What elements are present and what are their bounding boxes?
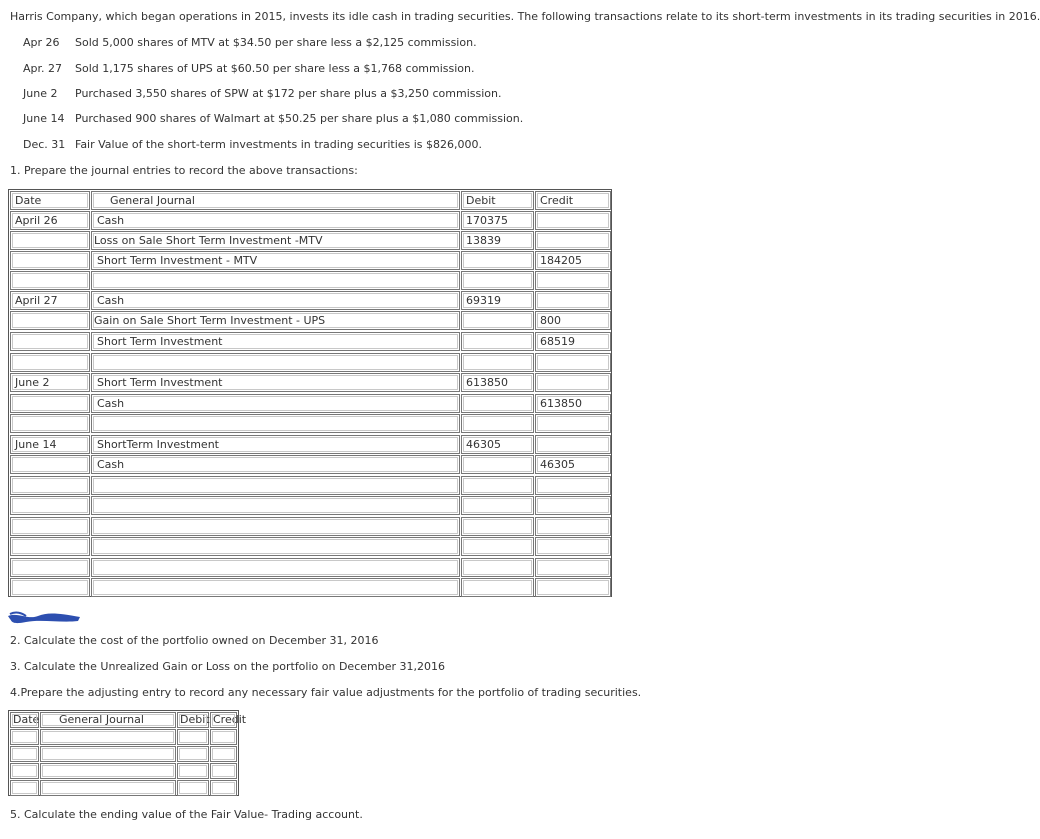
account-cell[interactable]: Cash: [91, 394, 460, 413]
journal-row: [10, 231, 611, 250]
account-cell[interactable]: [91, 496, 460, 515]
debit-cell[interactable]: [461, 517, 534, 536]
journal-row: [10, 332, 611, 351]
account-cell[interactable]: Short Term Investment: [91, 373, 460, 392]
transaction-item: [0, 112, 600, 126]
header-debit: Debit: [177, 712, 209, 728]
date-cell[interactable]: [10, 332, 90, 351]
date-cell[interactable]: [10, 311, 90, 330]
date-cell[interactable]: [10, 558, 90, 577]
account-cell[interactable]: [91, 517, 460, 536]
debit-cell[interactable]: 613850: [461, 373, 534, 392]
credit-cell[interactable]: [535, 271, 611, 290]
account-cell[interactable]: Cash: [91, 211, 460, 230]
transaction-date: Apr 26: [23, 36, 60, 49]
transaction-item: [0, 87, 600, 101]
journal-row: [10, 496, 611, 515]
account-cell[interactable]: Short Term Investment - MTV: [91, 251, 460, 270]
journal-row: [10, 517, 611, 536]
debit-cell[interactable]: 13839: [461, 231, 534, 250]
debit-cell[interactable]: [177, 780, 209, 796]
transaction-item: [0, 138, 600, 152]
debit-cell[interactable]: [461, 353, 534, 372]
date-cell[interactable]: [10, 780, 39, 796]
account-cell[interactable]: [91, 476, 460, 495]
date-cell[interactable]: [10, 231, 90, 250]
date-cell[interactable]: [10, 763, 39, 779]
header-general-journal: General Journal: [40, 712, 176, 728]
credit-cell[interactable]: 184205: [535, 251, 611, 270]
transaction-date: Dec. 31: [23, 138, 66, 151]
header-debit: Debit: [461, 191, 534, 210]
date-cell[interactable]: [10, 271, 90, 290]
date-cell[interactable]: April 27: [10, 291, 90, 310]
debit-cell[interactable]: 46305: [461, 435, 534, 454]
credit-cell[interactable]: 68519: [535, 332, 611, 351]
journal-row: [10, 211, 611, 230]
transaction-date: Apr. 27: [23, 62, 63, 75]
account-cell[interactable]: Loss on Sale Short Term Investment -MTV: [91, 231, 460, 250]
journal-header-row: [10, 191, 611, 210]
date-cell[interactable]: [10, 476, 90, 495]
transaction-date: June 14: [23, 112, 65, 125]
transaction-text: Purchased 3,550 shares of SPW at $172 per share plus a $3,250 commission.: [75, 87, 502, 100]
header-credit: Credit: [535, 191, 611, 210]
adjusting-row: [10, 780, 237, 796]
account-cell[interactable]: [40, 746, 176, 762]
credit-cell[interactable]: [535, 231, 611, 250]
credit-cell[interactable]: 613850: [535, 394, 611, 413]
account-cell[interactable]: Cash: [91, 455, 460, 474]
credit-cell[interactable]: [210, 780, 237, 796]
transaction-text: Sold 5,000 shares of MTV at $34.50 per share less a $2,125 commission.: [75, 36, 477, 49]
credit-cell[interactable]: [535, 476, 611, 495]
account-cell[interactable]: [91, 578, 460, 597]
credit-cell[interactable]: [535, 578, 611, 597]
adjusting-row: [10, 746, 237, 762]
debit-cell[interactable]: [461, 311, 534, 330]
credit-cell[interactable]: 46305: [535, 455, 611, 474]
credit-cell[interactable]: [210, 763, 237, 779]
journal-row: [10, 435, 611, 454]
header-general-journal: General Journal: [91, 191, 460, 210]
account-cell[interactable]: Gain on Sale Short Term Investment - UPS: [91, 311, 460, 330]
debit-cell[interactable]: [177, 763, 209, 779]
adjusting-header-row: [10, 712, 247, 728]
journal-row: [10, 373, 611, 392]
debit-cell[interactable]: [461, 271, 534, 290]
journal-row: [10, 414, 611, 433]
question-1: 1. Prepare the journal entries to record the above transactions:: [10, 164, 358, 177]
transaction-text: Purchased 900 shares of Walmart at $50.25 per share plus a $1,080 commission.: [75, 112, 524, 125]
account-cell[interactable]: [40, 780, 176, 796]
debit-cell[interactable]: 69319: [461, 291, 534, 310]
transaction-text: Fair Value of the short-term investments in trading securities is $826,000.: [75, 138, 483, 151]
date-cell[interactable]: [10, 496, 90, 515]
journal-row: [10, 311, 611, 330]
account-cell[interactable]: [40, 729, 176, 745]
transaction-date: June 2: [23, 87, 58, 100]
journal-row: [10, 578, 611, 597]
credit-cell[interactable]: [210, 746, 237, 762]
credit-cell[interactable]: [535, 558, 611, 577]
account-cell[interactable]: [91, 353, 460, 372]
account-cell[interactable]: ShortTerm Investment: [91, 435, 460, 454]
credit-cell[interactable]: [535, 373, 611, 392]
journal-row: [10, 476, 611, 495]
question-2: 2. Calculate the cost of the portfolio owned on December 31, 2016: [10, 634, 379, 647]
journal-row: [10, 558, 611, 577]
adjusting-row: [10, 729, 237, 745]
date-cell[interactable]: [10, 394, 90, 413]
debit-cell[interactable]: [461, 332, 534, 351]
journal-row: [10, 455, 611, 474]
debit-cell[interactable]: [461, 455, 534, 474]
account-cell[interactable]: [91, 414, 460, 433]
credit-cell[interactable]: [535, 353, 611, 372]
debit-cell[interactable]: [177, 746, 209, 762]
journal-row: [10, 353, 611, 372]
header-date: Date: [10, 191, 90, 210]
date-cell[interactable]: [10, 537, 90, 556]
credit-cell[interactable]: 800: [535, 311, 611, 330]
account-cell[interactable]: [40, 763, 176, 779]
credit-cell[interactable]: [535, 537, 611, 556]
debit-cell[interactable]: [461, 251, 534, 270]
debit-cell[interactable]: [461, 537, 534, 556]
transaction-item: [0, 36, 600, 50]
header-date: Date: [10, 712, 39, 728]
date-cell[interactable]: [10, 729, 39, 745]
header-credit: Credit: [210, 712, 237, 728]
account-cell[interactable]: Cash: [91, 291, 460, 310]
scribble-mark: [6, 610, 84, 626]
credit-cell[interactable]: [535, 496, 611, 515]
question-4: 4.Prepare the adjusting entry to record any necessary fair value adjustments for the portfolio of trading securities.: [10, 686, 642, 699]
credit-cell[interactable]: [535, 435, 611, 454]
journal-row: [10, 394, 611, 413]
journal-row: [10, 537, 611, 556]
account-cell[interactable]: [91, 537, 460, 556]
date-cell[interactable]: [10, 455, 90, 474]
debit-cell[interactable]: [461, 394, 534, 413]
transaction-item: [0, 62, 600, 76]
date-cell[interactable]: [10, 517, 90, 536]
adjusting-row: [10, 763, 237, 779]
date-cell[interactable]: June 2: [10, 373, 90, 392]
journal-row: [10, 271, 611, 290]
date-cell[interactable]: [10, 746, 39, 762]
credit-cell[interactable]: [210, 729, 237, 745]
account-cell[interactable]: [91, 558, 460, 577]
account-cell[interactable]: Short Term Investment: [91, 332, 460, 351]
question-5: 5. Calculate the ending value of the Fair Value- Trading account.: [10, 808, 363, 821]
journal-row: [10, 251, 611, 270]
debit-cell[interactable]: [177, 729, 209, 745]
question-3: 3. Calculate the Unrealized Gain or Loss on the portfolio on December 31,2016: [10, 660, 445, 673]
debit-cell[interactable]: [461, 558, 534, 577]
intro-text: Harris Company, which began operations in 2015, invests its idle cash in trading securities. The following transactions relate to its short-term investments in its trading securities in 2016.: [10, 10, 1040, 23]
debit-cell[interactable]: [461, 476, 534, 495]
date-cell[interactable]: [10, 353, 90, 372]
date-cell[interactable]: June 14: [10, 435, 90, 454]
account-cell[interactable]: [91, 271, 460, 290]
debit-cell[interactable]: [461, 414, 534, 433]
credit-cell[interactable]: [535, 517, 611, 536]
credit-cell[interactable]: [535, 414, 611, 433]
date-cell[interactable]: [10, 251, 90, 270]
date-cell[interactable]: [10, 414, 90, 433]
credit-cell[interactable]: [535, 211, 611, 230]
debit-cell[interactable]: [461, 496, 534, 515]
transaction-text: Sold 1,175 shares of UPS at $60.50 per share less a $1,768 commission.: [75, 62, 475, 75]
credit-cell[interactable]: [535, 291, 611, 310]
journal-row: [10, 291, 611, 310]
date-cell[interactable]: [10, 578, 90, 597]
date-cell[interactable]: April 26: [10, 211, 90, 230]
debit-cell[interactable]: 170375: [461, 211, 534, 230]
debit-cell[interactable]: [461, 578, 534, 597]
